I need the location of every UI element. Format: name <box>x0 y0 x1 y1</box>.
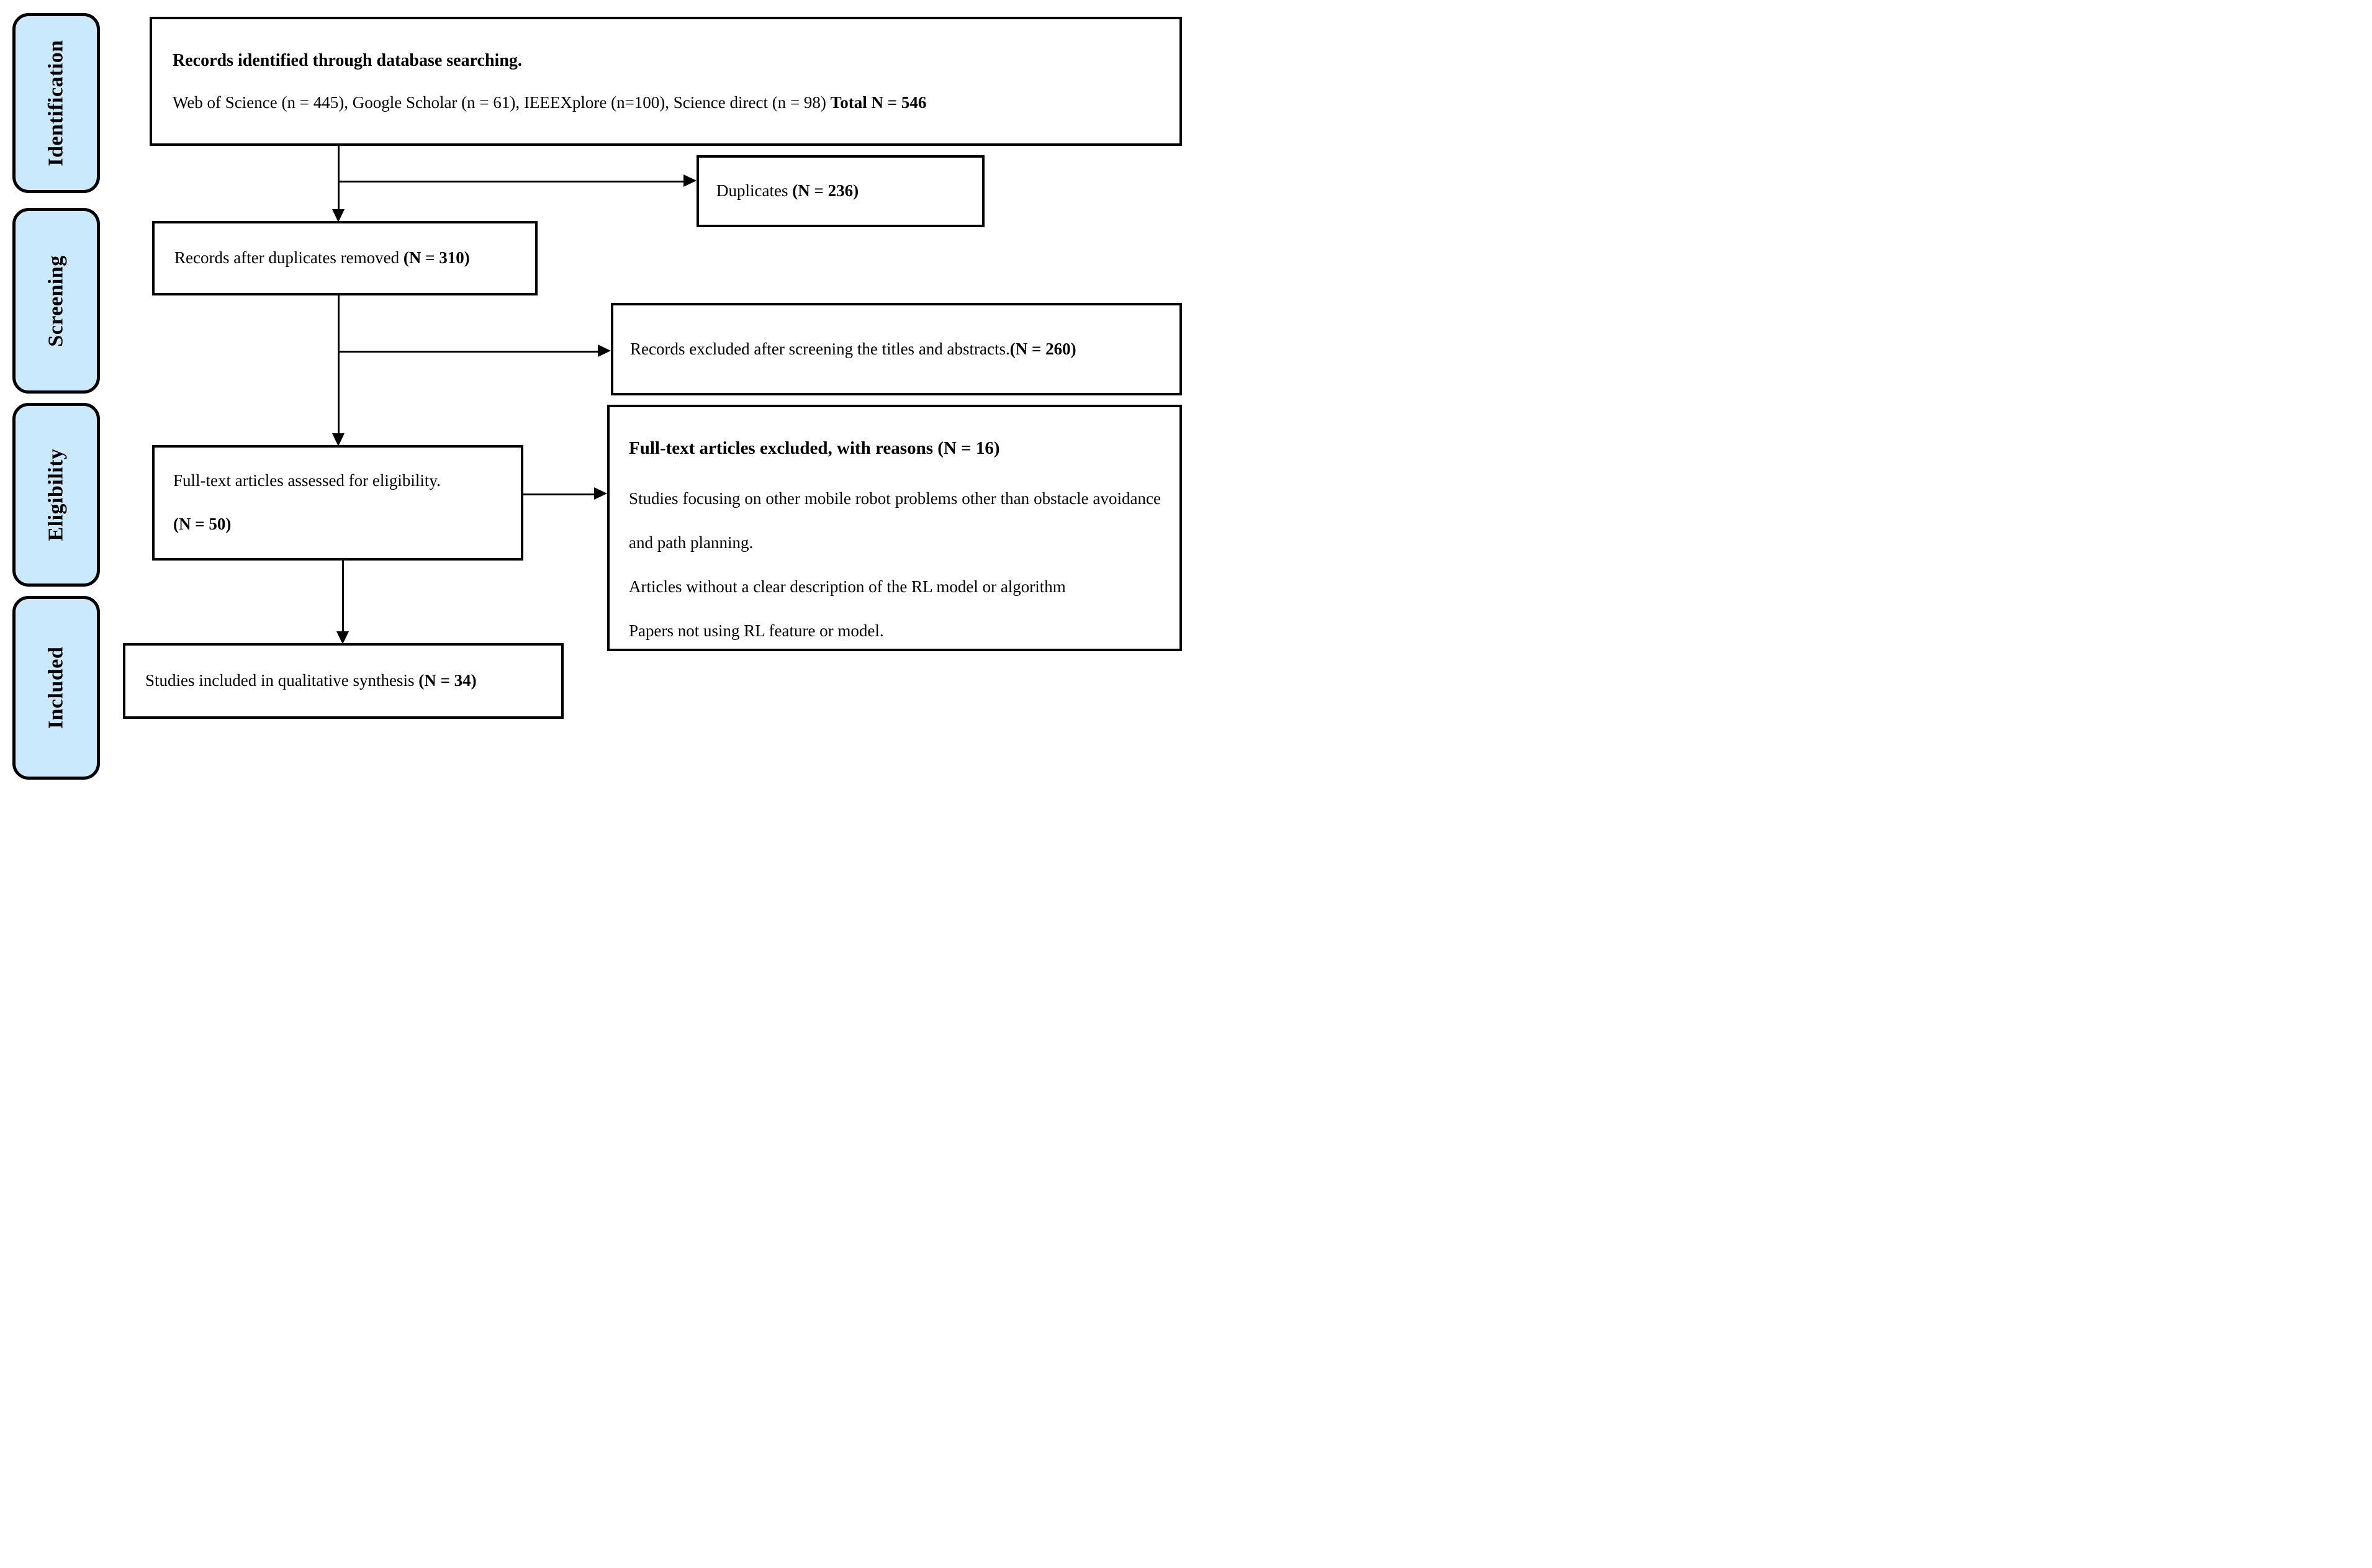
stage-screening <box>12 208 100 394</box>
fulltext-excluded-reason-2: Articles without a clear description of the RL model or algorithm <box>629 577 1066 596</box>
arrowhead-down-to-after-duplicates <box>332 209 345 222</box>
duplicates-text: Duplicates (N = 236) <box>716 181 859 201</box>
fulltext-excluded-box <box>607 405 1182 651</box>
records-identified-detail: Web of Science (n = 445), Google Scholar (n = 61), IEEEXplore (n=100), Science direct (n = 98) Total N = 546 <box>173 92 927 112</box>
records-identified-box <box>150 17 1182 146</box>
records-after-duplicates-box <box>152 221 538 295</box>
connector-assessed-to-excluded-line <box>523 493 595 495</box>
connector-assessed-to-included-line <box>342 561 344 633</box>
fulltext-excluded-title: Full-text articles excluded, with reasons (N = 16) <box>629 438 1000 458</box>
stage-included <box>12 596 100 780</box>
fulltext-assessed-text: Full-text articles assessed for eligibility. <box>173 471 441 490</box>
stage-eligibility <box>12 403 100 587</box>
duplicates-box <box>697 155 985 227</box>
fulltext-assessed-box <box>152 445 523 561</box>
studies-included-text: Studies included in qualitative synthesis (N = 34) <box>145 671 477 690</box>
stage-identification-label: Identification <box>44 40 68 166</box>
connector-to-records-excluded-line <box>338 351 599 353</box>
arrowhead-down-to-studies-included <box>336 631 349 644</box>
arrowhead-down-to-assessed <box>332 433 345 446</box>
arrowhead-right-to-duplicates <box>683 174 697 187</box>
stage-screening-label: Screening <box>44 255 68 347</box>
connector-after-to-assessed-line <box>338 295 340 435</box>
stage-eligibility-label: Eligibility <box>44 448 68 541</box>
fulltext-excluded-reason-3: Papers not using RL feature or model. <box>629 621 884 640</box>
prisma-flow-diagram <box>0 0 1186 784</box>
fulltext-assessed-count: (N = 50) <box>173 515 232 533</box>
records-identified-title: Records identified through database searching. <box>173 50 522 70</box>
records-excluded-text: Records excluded after screening the titles and abstracts.(N = 260) <box>630 339 1076 358</box>
stage-identification <box>12 13 100 193</box>
connector-to-duplicates-line <box>338 181 685 182</box>
arrowhead-right-to-records-excluded <box>598 345 611 357</box>
arrowhead-right-to-fulltext-excluded <box>594 487 607 500</box>
studies-included-box <box>123 643 564 719</box>
stage-included-label: Included <box>44 646 68 729</box>
fulltext-excluded-reason-1: Studies focusing on other mobile robot problems other than obstacle avoidance and path planning. <box>629 489 1161 552</box>
records-excluded-box <box>611 303 1182 395</box>
connector-identified-to-after-line <box>338 146 340 210</box>
records-after-duplicates-text: Records after duplicates removed (N = 310) <box>174 248 470 268</box>
records-identified-total: Total N = 546 <box>830 92 927 112</box>
